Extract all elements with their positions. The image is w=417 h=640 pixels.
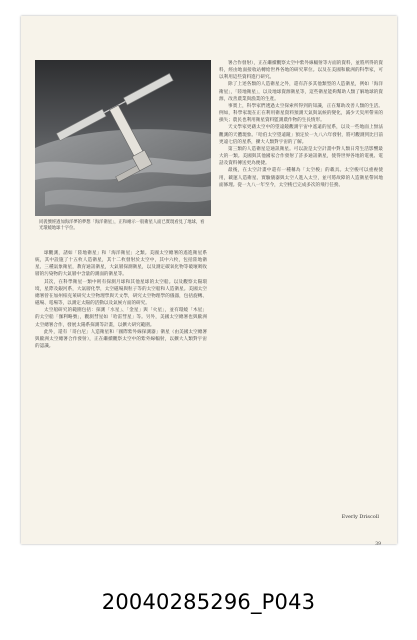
article-paragraph: 最後，在太空計畫中還有一種稱為「太空梭」的載具。太空梭可以重複使用，載運人造衛星、實驗儀器與太空人進入太空，並可將故障的人造衛星帶回地面修理。從一九八一年至今，太空梭已完成多次的飛行任務。 [219, 168, 383, 188]
satellite-illustration [35, 60, 211, 216]
article-column-left [35, 250, 207, 530]
article-paragraph: 除了上述各類的人造衛星之外，還有許多其他類型的人造衛星，例如「海洋衛星」，「陸地衛星」，以及地球資源衛星等，這些衛星能夠幫助人類了解地球的資源，改善農業與漁業的生產。 [219, 82, 383, 102]
page-number: 39 [375, 542, 381, 547]
article-paragraph: 此外，還有「哥白尼」人造衛星和「國際紫外線探測器」衛星（由美國太空總署與歐洲太空總署合作發射），正在繼續觀察太空中的紫外線輻射，以擴大人類對宇宙的認識。 [35, 329, 207, 350]
article-paragraph: 事實上，科學家們透過太空探索所得到的知識，正在幫助改善人類的生活。例如，科學家現在正在利用衛星資料預測天氣與氣候的變化，減少天災所帶來的損失；農民也利用衛星資料監測農作物的生長情形。 [219, 103, 383, 124]
article-paragraph: 球觀測，諸如「陸地衛星」和「海洋衛星」之類。美國太空總署的遙進衛星系統，其中設施了十五枚人造衛星，其十二枚發射於太空中，其中六枚，包括陸地衛星、三種氣象衛星，教育通訊衛星，大氣層探測衛星，以及測定碳氧化物等破壞吸收層的污染物的大氣層中含量的測面的衛星等。 [35, 251, 207, 278]
article-paragraph: 署合作發射），正在繼續觀察太空中紫外線輻射等方面的資料，並將所得的資料，經由地面接收站轉給世界各地的研究單位。以及在美國和歐洲的科學家，可以利用這些資料進行研究。 [219, 61, 383, 81]
article-paragraph: 天文學家更藉太空中的望遠鏡觀測宇宙中遙遠的星系，以及一些地面上無法觀測的天體現象。「哈伯太空望遠鏡」預定於一九八六年發射，將可觀測到比目前更遠七倍的星系，擴大人類對宇宙的了解。 [219, 125, 383, 145]
article-paragraph: 太空船研究的範圍包括：探測「水星」、「金星」與「火星」，並有環繞「木星」的太空船「伽利略號」，觀測彗星如「哈雷彗星」等。另外，美國太空總署也與歐洲太空總署合作，發展太陽系探測等計畫，以擴大研究範圍。 [35, 308, 207, 328]
article-column-right [219, 60, 383, 530]
article-paragraph: 第三類的人造衛星是通訊衛星。可以說是太空計畫中對人類日常生活影響最大的一類。美國與其他國家合作發射了許多通訊衛星，使得世界各地的電視、電話及資料傳送更為便捷。 [219, 146, 383, 167]
archive-id-label: 20040285296_P043 [101, 590, 316, 614]
satellite-photo [35, 60, 211, 216]
photo-caption: 同義號經過加海洋夢的夢想「海洋衛星」，正和繪示一般衛星人面已實現看見了地球，看光環繞地球十字位。 [39, 220, 205, 231]
magazine-page [21, 16, 397, 547]
author-name: Everly Driscoll [341, 514, 379, 520]
article-paragraph: 其次，在科學衛星一類中則有探測月球和其他星球的太空船。以及觀察太陽環境，星際及銀河系，大氣層化學，太空磁場與粒子等的太空船和人造衛星。美國太空總署曾在加州柏克萊研究太空物理學與天文學，研究太空物理學的儀器，包括旋轉、磁場、電場等，以測定太陽的活動以及氣候方面的研究。 [35, 279, 207, 307]
